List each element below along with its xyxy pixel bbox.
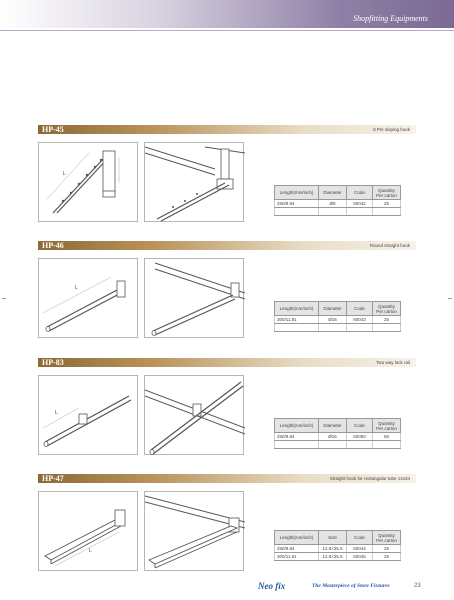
spec-table — [274, 185, 401, 216]
product-description: Two way lock rail — [375, 360, 410, 365]
section-bar — [38, 241, 416, 250]
dimension-label: L — [55, 410, 58, 416]
table-cell: 25 — [373, 200, 401, 208]
header-divider — [0, 30, 454, 31]
header-title: Shopfitting Equipments — [353, 14, 428, 23]
table-cell: 250/9.84 — [275, 433, 319, 441]
column-header: Code — [347, 531, 373, 545]
sloping-hook-dimension-drawing — [39, 143, 139, 223]
product-code: HP-45 — [42, 125, 64, 134]
column-header: Length(mm/inch) — [275, 186, 319, 200]
table-cell: Ø16 — [319, 316, 347, 324]
column-header: Code — [347, 302, 373, 316]
table-cell: 60043 — [347, 316, 373, 324]
product-drawing-installed — [144, 375, 244, 455]
dimension-label: L — [63, 171, 66, 177]
product-description: 6 Pin sloping hook — [373, 127, 410, 132]
dimension-label: L — [75, 285, 78, 291]
page-footer — [258, 581, 428, 593]
table-row — [275, 433, 401, 441]
table-cell: 250/9.84 — [275, 200, 319, 208]
section-bar — [38, 125, 416, 134]
spec-table — [274, 301, 401, 332]
product-code: HP-47 — [42, 474, 64, 483]
table-cell: 60050 — [347, 433, 373, 441]
sloping-hook-installed-drawing — [145, 143, 245, 223]
rect-hook-dimension-drawing — [39, 492, 139, 572]
spec-table — [274, 530, 401, 561]
product-description: Straight hook for rectangular tube 14x34 — [329, 476, 410, 481]
column-header: Length(mm/inch) — [275, 419, 319, 433]
table-cell: 250/9.84 — [275, 545, 319, 553]
table-cell: 300/11.81 — [275, 553, 319, 561]
product-code: HP-83 — [42, 358, 64, 367]
column-header: Size — [319, 531, 347, 545]
table-cell: 60045 — [347, 553, 373, 561]
table-row — [275, 545, 401, 553]
lock-rail-dimension-drawing — [39, 376, 139, 456]
lock-rail-installed-drawing — [145, 376, 245, 456]
table-row-empty — [275, 324, 401, 332]
spec-table — [274, 418, 401, 449]
table-cell: Ø9 — [319, 200, 347, 208]
crop-mark-right — [448, 298, 452, 299]
section-bar — [38, 474, 416, 483]
product-drawing-installed — [144, 142, 244, 222]
product-drawing-dimension — [38, 375, 138, 455]
table-cell: Ø16 — [319, 433, 347, 441]
column-header: Diameter — [319, 302, 347, 316]
column-header: Length(mm/inch) — [275, 531, 319, 545]
table-header-row — [275, 531, 401, 545]
column-header: Code — [347, 419, 373, 433]
product-description: Round straight hook — [369, 243, 410, 248]
product-drawing-dimension — [38, 491, 138, 571]
dimension-label: L — [89, 548, 92, 554]
column-header: Diameter — [319, 186, 347, 200]
table-cell: 50 — [373, 433, 401, 441]
table-header-row — [275, 186, 401, 200]
table-cell: 60044 — [347, 545, 373, 553]
column-header: Quantity Per carton — [373, 531, 401, 545]
column-header: Length(mm/inch) — [275, 302, 319, 316]
brand-logo: Neo fix — [258, 581, 286, 591]
column-header: Quantity Per carton — [373, 419, 401, 433]
product-drawing-installed — [144, 258, 244, 338]
product-drawing-installed — [144, 491, 244, 571]
straight-hook-installed-drawing — [145, 259, 245, 339]
column-header: Code — [347, 186, 373, 200]
table-header-row — [275, 419, 401, 433]
table-cell: 12.8×25.5 — [319, 553, 347, 561]
product-code: HP-46 — [42, 241, 64, 250]
table-cell: 25 — [373, 553, 401, 561]
column-header: Quantity Per carton — [373, 302, 401, 316]
table-row — [275, 316, 401, 324]
column-header: Diameter — [319, 419, 347, 433]
header-band — [0, 0, 454, 28]
table-cell: 12.8×25.5 — [319, 545, 347, 553]
table-cell: 60042 — [347, 200, 373, 208]
crop-mark-left — [2, 298, 6, 299]
straight-hook-dimension-drawing — [39, 259, 139, 339]
table-cell: 25 — [373, 316, 401, 324]
page-number: 23 — [414, 583, 421, 589]
table-row-empty — [275, 208, 401, 216]
table-row — [275, 553, 401, 561]
table-cell: 300/11.81 — [275, 316, 319, 324]
brand-tagline: The Masterpiece of Store Fixtures — [312, 583, 390, 589]
table-row — [275, 200, 401, 208]
table-cell: 25 — [373, 545, 401, 553]
table-row-empty — [275, 441, 401, 449]
product-drawing-dimension — [38, 258, 138, 338]
column-header: Quantity Per carton — [373, 186, 401, 200]
section-bar — [38, 358, 416, 367]
table-header-row — [275, 302, 401, 316]
product-drawing-dimension — [38, 142, 138, 222]
rect-hook-installed-drawing — [145, 492, 245, 572]
